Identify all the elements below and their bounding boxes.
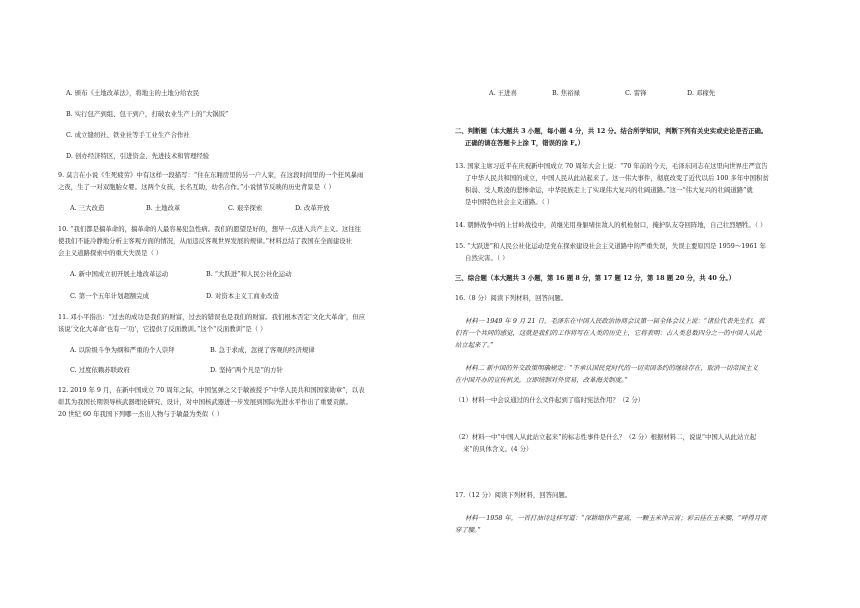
q13-stem-line2: 了中华人民共和国的成立，中国人民从此站起来了。这一伟大事件，彻底改变了近代以后 100 多年中国积贫 [465, 174, 769, 182]
q9-stem-line1: 9. 莫言在小说《生死疲劳》中有这样一段描写：“住在东厢房里的另一户人家，在这段时间里的一个狂风暴雨 [58, 171, 364, 179]
q8-option-d: D. 创办经济特区，引进资金、先进技术和管理经验 [66, 152, 210, 160]
q15-stem-line2: 自然灾害。（ ） [465, 254, 509, 262]
q9-option-b: B. 土地改革 [146, 204, 181, 212]
q15-stem-line1: 15. “大跃进”和人民公社化运动是党在探索建设社会主义道路中的严重失误，失误主要原因是 1959～1961 年 [455, 242, 766, 250]
q11-option-c: C. 过度依赖苏联政府 [70, 366, 130, 374]
q16-sub2-line2: 来”的具体含义。(4 分） [463, 445, 533, 453]
q10-option-b: B. “大跃进”和人民公社化运动 [206, 270, 292, 278]
q12-stem-line1: 12. 2019 年 9 月，在新中国成立 70 周年之际，中国氢弹之父于敏被授予“中华人民共和国国家勋章”，以表 [58, 386, 365, 394]
q11-option-b: B. 急于求成，忽视了客观的经济规律 [210, 346, 315, 354]
q9-stem-line2: 之夜，生了一对双胞胎女婴。这两个女孩，长名互助，幼名合作。”小说情节反映的历史背景是（ ） [58, 183, 335, 191]
q12-stem-line3: 20 世纪 60 年我国下列哪一杰出人物与于敏最为类似（ ） [58, 410, 223, 418]
q16-material1-line2: 们有一个共同的感觉，这就是我们的工作将写在人类的历史上，它将表明：占人类总数四分之一的中国人从此 [455, 329, 762, 337]
q8-option-a: A. 颁布《土地改革法》，将地主的土地分给农民 [66, 89, 200, 97]
section3-heading: 三、综合题（本大题共 3 小题，第 16 题 8 分，第 17 题 12 分，第 18 题 20 分，共 40 分。） [455, 274, 735, 282]
q14-stem: 14. 朝鲜战争中的上甘岭战役中，黄继光用身躯堵住敌人的机枪射口，掩护队友夺回阵地，自己壮烈牺牲。（ ） [455, 221, 767, 229]
q12-option-d: D. 邓稼先 [687, 89, 716, 97]
q13-stem-line1: 13. 国家主席习近平在庆祝新中国成立 70 周年大会上说：“70 年前的今天，毛泽东同志在这里向世界庄严宣告 [455, 162, 768, 170]
q12-option-a: A. 王进喜 [489, 89, 517, 97]
q10-option-a: A. 新中国成立初开展土地改革运动 [70, 270, 169, 278]
q9-option-a: A. 三大改造 [70, 204, 105, 212]
q12-option-c: C. 雷锋 [625, 89, 647, 97]
q17-material1-line1: 材料一 1958 年，一首打油诗这样写道：“深耕细作产量高，一颗玉米冲云宵；彩云挂在玉米腰，“呼得月亮 [465, 514, 767, 522]
q8-option-c: C. 成立缝纫社、铁业社等手工业生产合作社 [66, 131, 190, 139]
q10-stem-line2: 使我们不能冷静地分析主客观方面的情况，从而违反客观世界发展的规律。”材料总结了我国在全面建设社 [58, 237, 353, 245]
q13-stem-line3: 积弱、受人欺凌的悲惨命运，中华民族走上了实现伟大复兴的壮阔道路。”这一“伟大复兴的壮阔道路”就 [465, 186, 753, 194]
q16-title: 16.（8 分）阅读下列材料，回答问题。 [455, 294, 568, 302]
section2-heading-line1: 二、判断题（本大题共 3 小题，每小题 4 分，共 12 分。结合所学知识，判断下列有关史实或史论是否正确。 [455, 127, 768, 135]
q10-option-d: D. 对资本主义工商业改造 [206, 292, 279, 300]
q12-option-b: B. 焦裕禄 [552, 89, 580, 97]
q16-material2-line2: 在中国开办的宣传机关，立即统制对外贸易，改革海关制度。” [455, 376, 628, 384]
q9-option-c: C. 艰辛探索 [228, 204, 263, 212]
q17-title: 17.（12 分）阅读下列材料，回答问题。 [455, 491, 572, 499]
q17-material1-line2: 穿了腰。” [455, 526, 481, 534]
q10-option-c: C. 第一个五年计划超额完成 [70, 292, 150, 300]
q10-stem-line3: 会主义道路探索中的重大失误是（ ） [58, 249, 163, 257]
q16-sub2-line1: （2）材料一中“中国人从此站立起来”的标志性事件是什么？（2 分）根据材料二，说说“中国人从此站立起 [455, 433, 757, 441]
q9-option-d: D. 改革开放 [295, 204, 330, 212]
q16-material2-line1: 材料二 新中国的外交政策明确规定：“不承认国民党时代的一切卖国条约的继续存在，取消一切帝国主义 [465, 364, 758, 372]
q13-stem-line4: 是中国特色社会主义道路。（ ） [465, 198, 554, 206]
q11-stem-line2: 该说‘文化大革命’也有一‘功’，它提供了反面教训。”这个“反面教训”是（ ） [58, 325, 267, 333]
q16-material1-line3: 站立起来了。” [455, 341, 494, 349]
q16-sub1: （1）材料一中会议通过的什么文件起到了临时宪法作用？（2 分） [455, 396, 645, 404]
section2-heading-line2: 正确的请在答题卡上涂 T，错误的涂 F。） [465, 139, 585, 147]
q16-material1-line1: 材料一 1949 年 9 月 21 日，毛泽东在中国人民政治协商会议第一届全体会议上说：“诸位代表先生们，我 [465, 317, 765, 325]
q11-option-a: A. 以阶级斗争为纲和严重的个人崇拜 [70, 346, 175, 354]
q11-stem-line1: 11. 邓小平指出：“过去的成功是我们的财富，过去的错误也是我们的财富。我们根本否定‘文化大革命’，但应 [58, 313, 366, 321]
q12-stem-line2: 彰其为我国长期领导核武器理论研究、设计，对中国核武器进一步发展到国际先进水平作出了重要贡献。 [58, 398, 352, 406]
q8-option-b: B. 实行包产到组、包干到户，打破农业生产上的“大锅饭” [66, 110, 229, 118]
q11-option-d: D. 坚持“两个凡是”的方针 [210, 366, 284, 374]
q10-stem-line1: 10. “我们都是搞革命的，搞革命的人最容易犯急性病。我们的愿望是好的，想早一点进入共产主义。这往往 [58, 225, 362, 233]
